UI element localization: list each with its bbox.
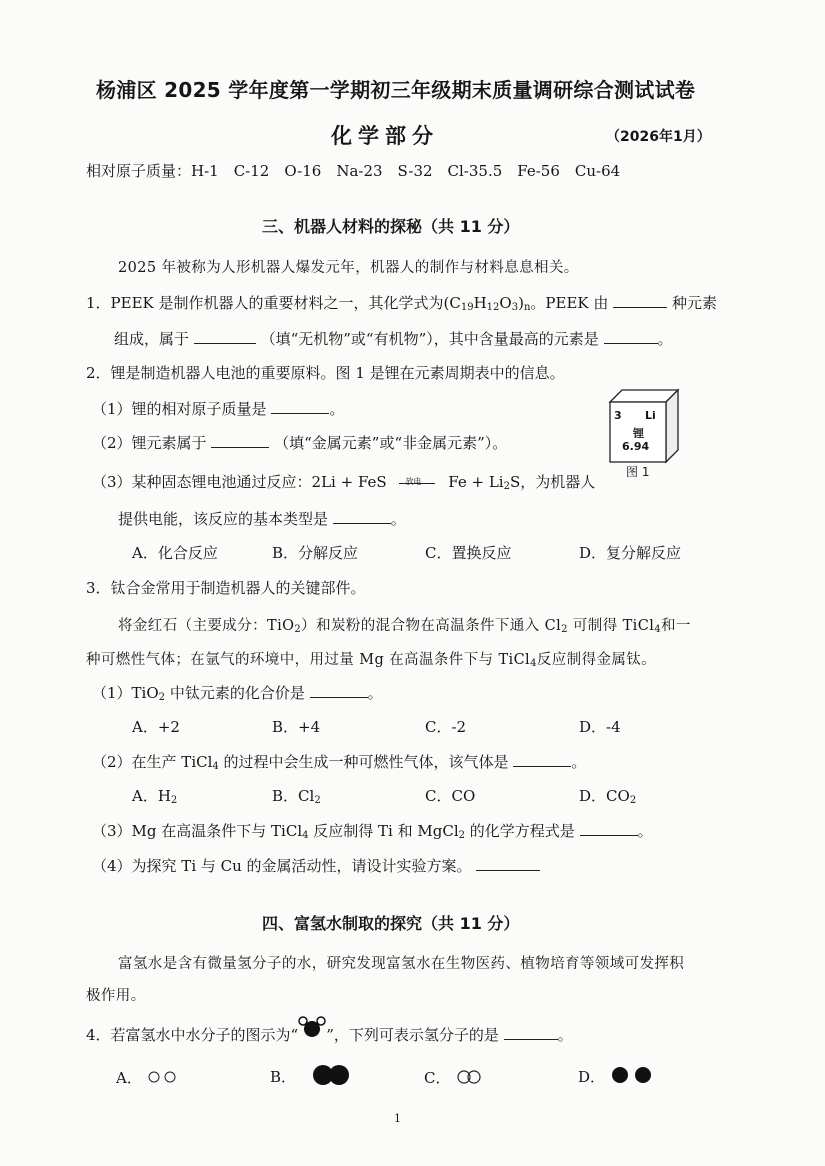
option-a[interactable]: A． bbox=[116, 1067, 179, 1088]
question-3-part-2: （2）在生产 TiCl$_4$ 的过程中会生成一种可燃性气体，该气体是 。 bbox=[92, 753, 587, 772]
atomic-mass: 6.94 bbox=[622, 440, 650, 453]
element-name: 锂 bbox=[633, 427, 644, 440]
subject-title: 化学部分 bbox=[331, 124, 439, 148]
answer-blank[interactable] bbox=[513, 765, 571, 767]
option-b[interactable]: B． bbox=[270, 1064, 351, 1087]
reaction-arrow bbox=[399, 476, 435, 486]
question-4-stem: 4．若富氢水中水分子的图示为“ ”，下列可表示氢分子的是 。 bbox=[86, 1024, 573, 1045]
question-3-stem: 3．钛合金常用于制造机器人的关键部件。 bbox=[86, 579, 366, 597]
question-2-part-3: （3）某种固态锂电池通过反应：2Li + FeS 放电 $Fe + Li_2S$，为机器人 bbox=[92, 473, 596, 492]
answer-blank[interactable] bbox=[310, 696, 368, 698]
section-4-intro-line-2: 极作用。 bbox=[86, 988, 146, 1004]
question-2-stem: 2．锂是制造机器人电池的重要原料。图 1 是锂在元素周期表中的信息。 bbox=[86, 364, 565, 382]
relative-atomic-masses: 相对原子质量：H-1 C-12 O-16 Na-23 S-32 Cl-35.5 Fe-56 Cu-64 bbox=[86, 162, 621, 180]
two-separated-filled-circles-icon bbox=[610, 1064, 654, 1086]
option-c[interactable]: C．-2 bbox=[425, 718, 467, 736]
option-a[interactable]: A．+2 bbox=[132, 718, 180, 736]
answer-blank[interactable] bbox=[194, 342, 256, 344]
option-a[interactable]: A．$H_2$ bbox=[132, 787, 178, 806]
question-1-line-2: 组成，属于 （填“无机物”或“有机物”），其中含量最高的元素是 。 bbox=[114, 330, 673, 348]
two-large-filled-circles-icon bbox=[311, 1064, 351, 1086]
answer-blank[interactable] bbox=[580, 834, 638, 836]
answer-blank[interactable] bbox=[504, 1038, 558, 1040]
two-small-open-circles-icon bbox=[147, 1070, 179, 1084]
atomic-number: 3 bbox=[614, 409, 622, 422]
section-4-heading: 四、富氢水制取的探究（共 11 分） bbox=[262, 914, 520, 933]
option-b[interactable]: B．+4 bbox=[272, 718, 321, 736]
question-1-line-1: 1．PEEK 是制作机器人的重要材料之一，其化学式为$(C_{19}H_{12}O_3)_n$。PEEK 由 种元素 bbox=[86, 294, 717, 313]
answer-blank[interactable] bbox=[604, 342, 658, 344]
option-c[interactable]: C．CO bbox=[425, 787, 476, 805]
option-b[interactable]: B．分解反应 bbox=[272, 544, 359, 562]
option-d[interactable]: D． bbox=[578, 1064, 654, 1087]
option-a[interactable]: A．化合反应 bbox=[132, 544, 218, 562]
question-3-part-3: （3）Mg 在高温条件下与 TiCl$_4$ 反应制得 Ti 和 MgCl$_2$ 的化学方程式是 。 bbox=[92, 822, 653, 841]
section-3-heading: 三、机器人材料的探秘（共 11 分） bbox=[262, 217, 520, 236]
figure-caption: 图 1 bbox=[626, 465, 650, 479]
question-3-material-line-1: 将金红石（主要成分：TiO$_2$）和炭粉的混合物在高温条件下通入 $Cl_2$ 可制得 TiCl$_4$和一 bbox=[118, 618, 691, 635]
answer-blank[interactable] bbox=[333, 522, 391, 524]
option-b[interactable]: B．$Cl_2$ bbox=[272, 787, 321, 806]
answer-blank[interactable] bbox=[476, 869, 540, 871]
option-c[interactable]: C． bbox=[424, 1067, 483, 1088]
question-2-part-2: （2）锂元素属于 （填“金属元素”或“非金属元素”）。 bbox=[92, 434, 508, 452]
page-number: 1 bbox=[394, 1112, 401, 1125]
section-4-intro-line-1: 富氢水是含有微量氢分子的水，研究发现富氢水在生物医药、植物培育等领域可发挥积 bbox=[118, 956, 685, 972]
exam-date: （2026年1月） bbox=[606, 129, 711, 145]
question-3-part-4: （4）为探究 Ti 与 Cu 的金属活动性，请设计实验方案。 bbox=[92, 855, 540, 876]
option-c[interactable]: C．置换反应 bbox=[425, 544, 512, 562]
answer-blank[interactable] bbox=[613, 306, 667, 308]
question-2-part-3-line-2: 提供电能，该反应的基本类型是 。 bbox=[118, 510, 406, 528]
answer-blank[interactable] bbox=[211, 446, 269, 448]
option-d[interactable]: D．$CO_2$ bbox=[579, 787, 637, 806]
exam-title: 杨浦区 2025 学年度第一学期初三年级期末质量调研综合测试试卷 bbox=[96, 78, 696, 102]
reaction-condition: 放电 bbox=[405, 476, 422, 486]
two-overlapping-open-circles-icon bbox=[455, 1070, 483, 1084]
option-d[interactable]: D．-4 bbox=[579, 718, 621, 736]
question-3-part-1: （1）TiO$_2$ 中钛元素的化合价是 。 bbox=[92, 684, 383, 703]
answer-blank[interactable] bbox=[271, 412, 329, 414]
section-3-intro: 2025 年被称为人形机器人爆发元年，机器人的制作与材料息息相关。 bbox=[118, 260, 579, 276]
question-3-material-line-2: 种可燃性气体；在氩气的环境中，用过量 Mg 在高温条件下与 TiCl$_4$反应制得金属钛。 bbox=[86, 652, 657, 669]
water-molecule-icon bbox=[298, 1026, 326, 1040]
element-symbol: Li bbox=[645, 409, 656, 422]
question-2-part-1: （1）锂的相对原子质量是 。 bbox=[92, 400, 345, 418]
option-d[interactable]: D．复分解反应 bbox=[579, 544, 682, 562]
